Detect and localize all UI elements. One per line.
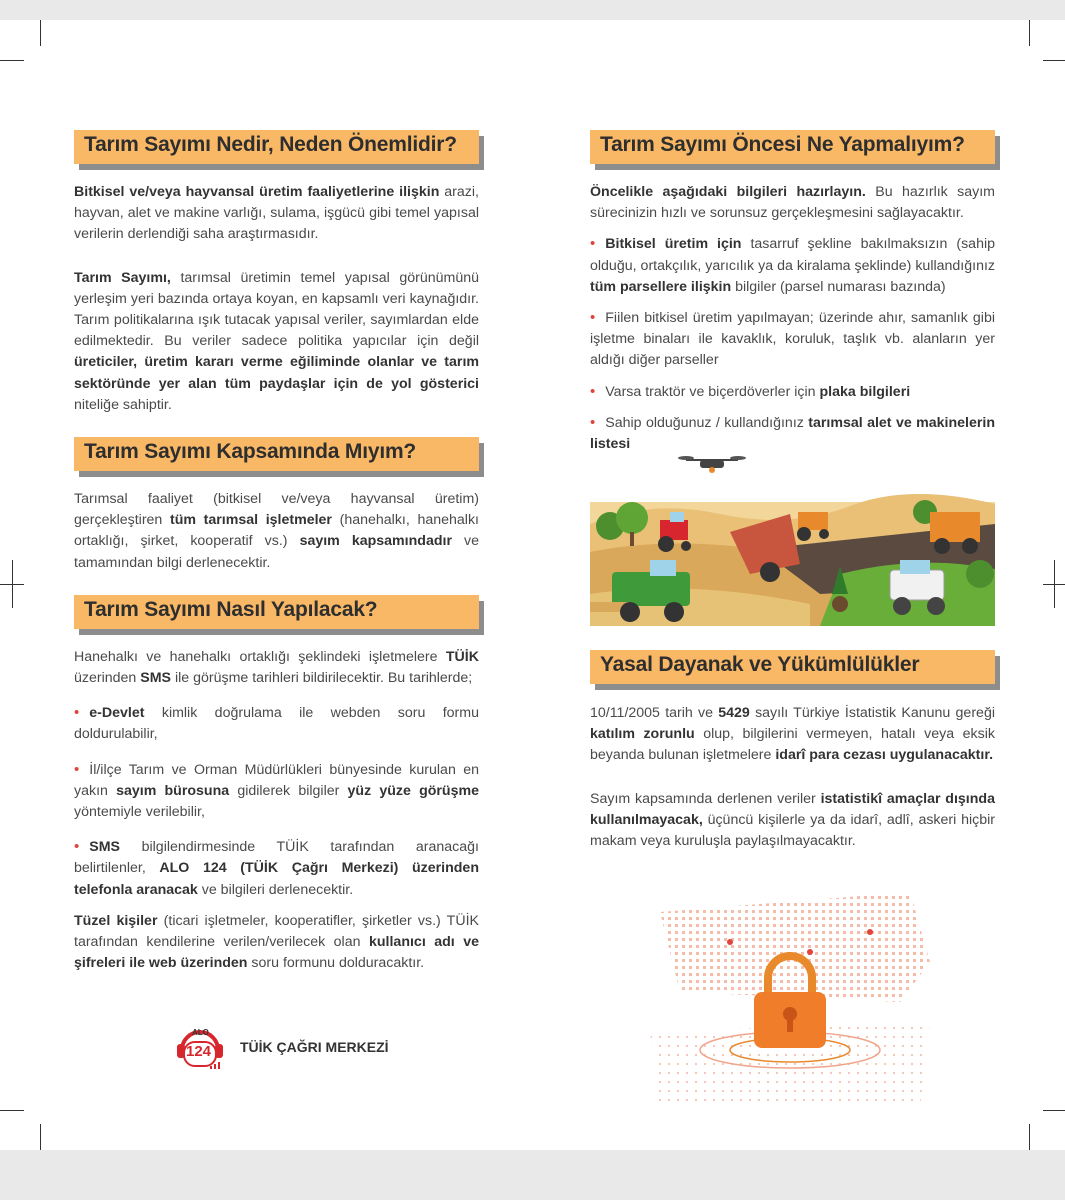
scope-paragraph: Tarımsal faaliyet (bitkisel ve/veya hayvansal üretim) gerçekleştiren tüm tarımsal işletmeler (hanehalkı, hanehalkı ortaklığı, şirket, kooperatif vs.) sayım kapsamındadır ve tamamından bilgi derlenecektir.: [74, 491, 479, 571]
bullet-dot-icon: •: [74, 760, 80, 778]
tuik-call-center-logo: [174, 1020, 414, 1072]
how-bullet-office: • İl/ilçe Tarım ve Orman Müdürlükleri bünyesinde kurulan en yakın sayım bürosuna gidilerek bilgiler yüz yüze görüşme yöntemiyle verilebilir,: [74, 760, 479, 821]
bullet-dot-icon: •: [74, 704, 80, 722]
before-paragraph: Öncelikle aşağıdaki bilgileri hazırlayın. Bu hazırlık sayım sürecinizin hızlı ve sorunsuz gerçekleşmesini sağlayacaktır.: [590, 184, 996, 222]
drone-icon: [678, 456, 746, 473]
crop-mark: [40, 1124, 41, 1150]
right-column: [590, 130, 995, 455]
section-heading-before: Tarım Sayımı Öncesi Ne Yapmalıyım?: [590, 130, 995, 164]
before-bullet-machines: • Sahip olduğunuz / kullandığınız tarımsal alet ve makinelerin listesi: [590, 413, 995, 453]
logo-alo-text: ALO: [192, 1028, 209, 1037]
bullet-dot-icon: •: [590, 413, 596, 431]
before-bullet-parcels: • Bitkisel üretim için tasarruf şekline bakılmaksızın (sahip olduğu, ortakçılık, yarıcılık ya da kiralama şeklinde) kullandığınız tüm parsellere ilişkin bilgiler (parsel numarası bazında): [590, 235, 995, 295]
data-privacy-illustration: [640, 882, 940, 1112]
section-heading-what: Tarım Sayımı Nedir, Neden Önemlidir?: [74, 130, 479, 164]
crop-mark: [1054, 560, 1055, 608]
before-bullet-plates: • Varsa traktör ve biçerdöverler için plaka bilgileri: [590, 382, 911, 400]
section-heading-how: Tarım Sayımı Nasıl Yapılacak?: [74, 595, 479, 629]
logo-label: TÜİK ÇAĞRI MERKEZİ: [240, 1039, 389, 1055]
right-column-legal: [590, 650, 995, 852]
before-bullet-other-parcels: • Fiilen bitkisel üretim yapılmayan; üzerinde ahır, samanlık gibi işletme binaları ile kavaklık, koruluk, taşlık vb. alanların yer aldığı diğer parseller: [590, 309, 995, 369]
crop-mark: [1043, 60, 1065, 61]
bullet-dot-icon: •: [74, 838, 80, 856]
section-heading-scope: Tarım Sayımı Kapsamında Mıyım?: [74, 437, 479, 471]
how-paragraph-legal-entities: Tüzel kişiler (ticari işletmeler, kooperatifler, şirketler vs.) TÜİK tarafından kendilerine verilen/verilecek olan kullanıcı adı ve şifreleri ile web üzerinden soru formunu dolduracaktır.: [74, 912, 479, 972]
section-heading-legal: Yasal Dayanak ve Yükümlülükler: [590, 650, 995, 684]
crop-mark: [1043, 1110, 1065, 1111]
crop-mark: [40, 20, 41, 46]
crop-mark: [0, 60, 24, 61]
how-bullet-sms: • SMS bilgilendirmesinde TÜİK tarafından aranacağı belirtilenler, ALO 124 (TÜİK Çağrı Merkezi) üzerinden telefonla aranacak ve bilgileri derlenecektir.: [74, 838, 479, 898]
bullet-dot-icon: •: [590, 382, 596, 400]
bullet-dot-icon: •: [590, 235, 596, 253]
what-paragraph-2: Tarım Sayımı, tarımsal üretimin temel yapısal görünümünü yerleşim yeri bazında ortaya koyan, en kapsamlı veri kaynağıdır. Tarım politikalarına ışık tutacak yapısal veriler, sayımlardan elde edilmektedir. Bu veriler sadece politika yapıcılar için değil üreticiler, üretim kararı verme eğiliminde olanlar ve tarım sektöründe yer alan tüm paydaşlar için de yol gösterici niteliğe sahiptir.: [74, 269, 479, 413]
what-paragraph-1: Bitkisel ve/veya hayvansal üretim faaliyetlerine ilişkin arazi, hayvan, alet ve makine varlığı, sulama, işgücü gibi temel yapısal verilerin derlendiği saha araştırmasıdır.: [74, 184, 479, 243]
crop-mark: [1029, 1124, 1030, 1150]
farm-illustration: [590, 454, 995, 626]
crop-mark: [1029, 20, 1030, 46]
crop-mark: [0, 1110, 24, 1111]
legal-paragraph-1: 10/11/2005 tarih ve 5429 sayılı Türkiye İstatistik Kanunu gereği katılım zorunlu olup, bilgilerini vermeyen, hatalı veya eksik beyanda bulunan işletmelere idarî para cezası uygulanacaktır.: [590, 705, 995, 764]
legal-paragraph-2: Sayım kapsamında derlenen veriler istatistikî amaçlar dışında kullanılmayacak, üçüncü kişilerle ya da idarî, adlî, askeri hiçbir makam veya kuruluşla paylaşılmayacaktır.: [590, 790, 995, 850]
how-paragraph: Hanehalkı ve hanehalkı ortaklığı şeklindeki işletmelere TÜİK üzerinden SMS ile görüşme tarihleri bildirilecektir. Bu tarihlerde;: [74, 648, 479, 687]
bullet-dot-icon: •: [590, 309, 596, 327]
crop-mark: [12, 560, 13, 608]
left-column: [74, 130, 479, 974]
logo-number-text: 124: [186, 1043, 212, 1060]
how-bullet-edevlet: • e-Devlet kimlik doğrulama ile webden soru formu doldurulabilir,: [74, 704, 479, 743]
brochure-page: [0, 20, 1065, 1150]
